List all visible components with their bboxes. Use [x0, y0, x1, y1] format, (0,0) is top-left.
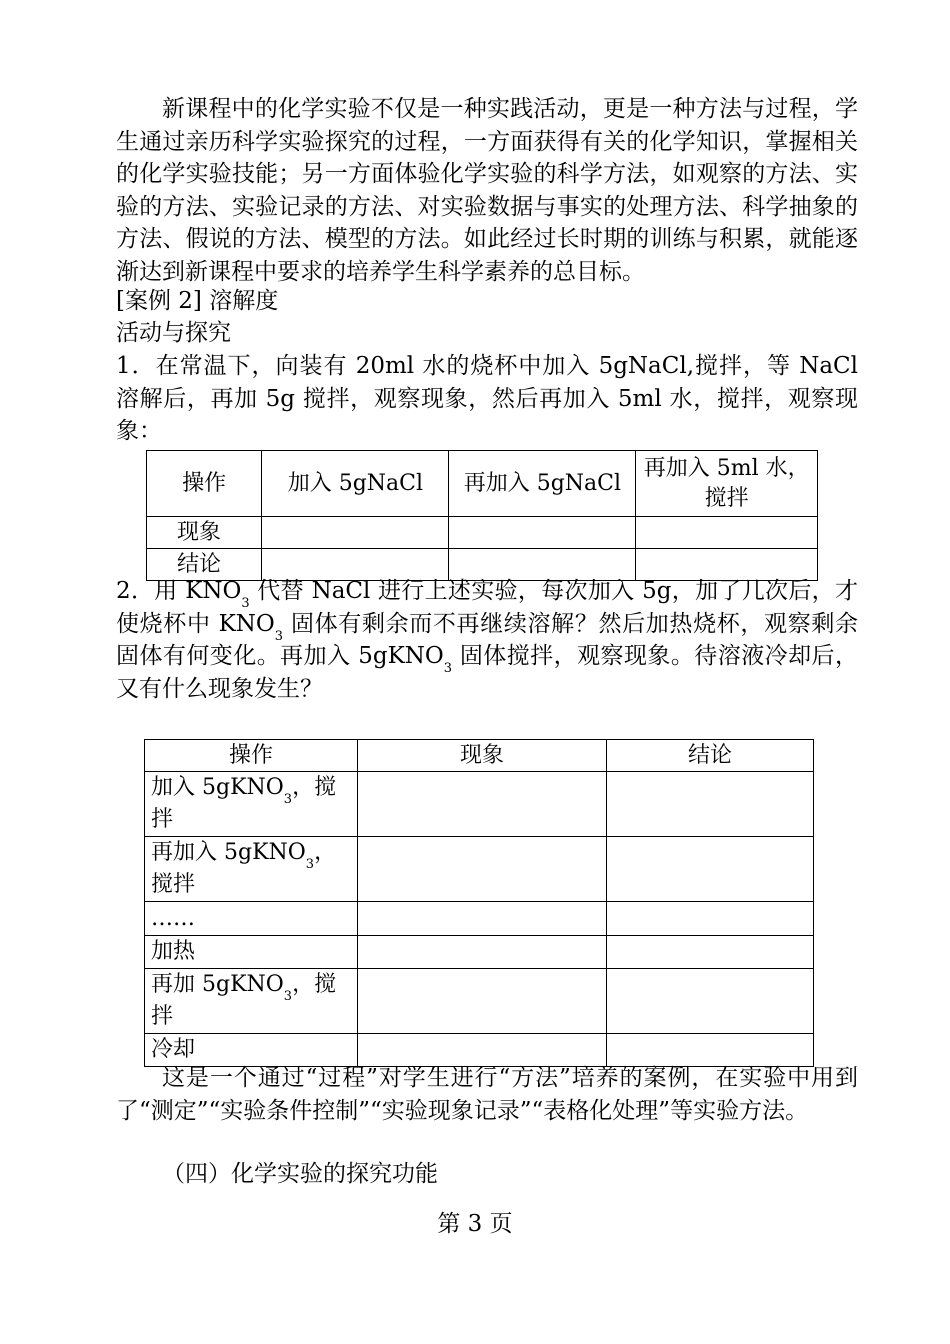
table1-header-cell: 加入 5gNaCl: [262, 451, 449, 517]
kno3-experiment-table: [144, 739, 814, 1067]
table1-cell: [636, 517, 818, 549]
table2-header-row: [145, 740, 814, 772]
question-1: 1．在常温下，向装有 20ml 水的烧杯中加入 5gNaCl,搅拌，等 NaCl 溶解后，再加 5g 搅拌，观察现象，然后再加入 5ml 水，搅拌，观察现象：: [116, 353, 858, 444]
closing-paragraph: 这是一个通过“过程”对学生进行“方法”培养的案例，在实验中用到了“测定”“实验条件控制”“实验现象记录”“表格化处理”等实验方法。: [116, 1065, 858, 1124]
table2-row: [145, 837, 814, 902]
page-number: 第 3 页: [437, 1211, 513, 1237]
table2-cell: [358, 902, 607, 936]
case-title: [案例 2] 溶解度: [116, 288, 279, 314]
q2-subscript: 3: [241, 596, 250, 611]
operation-text: ，搅拌: [151, 840, 337, 897]
question-2: [116, 575, 858, 705]
table1-row-label: 结论: [147, 549, 262, 581]
intro-paragraph: 新课程中的化学实验不仅是一种实践活动，更是一种方法与过程，学生通过亲历科学实验探究的过程，一方面获得有关的化学知识，掌握相关的化学实验技能；另一方面体验化学实验的科学方法，如观察的方法、实验的方法、实验记录的方法、对实验数据与事实的处理方法、科学抽象的方法、假说的方法、模型的方法。如此经过长时期的训练与积累，就能逐渐达到新课程中要求的培养学生科学素养的总目标。: [116, 96, 858, 285]
operation-text: 再加 5gKNO: [151, 972, 284, 997]
table2-cell: [607, 837, 814, 902]
operation-text: 再加入 5gKNO: [151, 840, 306, 865]
table2-operation-cell: ……: [145, 902, 358, 936]
table1-row: [147, 517, 818, 549]
table2-cell: [358, 772, 607, 837]
activity-title: 活动与探究: [116, 320, 231, 346]
operation-subscript: 3: [283, 792, 293, 807]
table2-row: [145, 969, 814, 1034]
table2-cell: [358, 936, 607, 969]
operation-text: 加入 5gKNO: [151, 775, 284, 800]
section-heading: （四）化学实验的探究功能: [162, 1161, 438, 1187]
q2-text: 2．用 KNO: [116, 578, 242, 604]
q2-text: 代替 NaCl 进行上述实验，每次加入 5g，加了几次后，才使烧杯中 KNO: [116, 578, 858, 637]
table2-row: [145, 772, 814, 837]
table2-row: [145, 936, 814, 969]
table1-cell: [262, 517, 449, 549]
table1-header-cell: 再加入 5gNaCl: [449, 451, 636, 517]
operation-subscript: 3: [305, 857, 315, 872]
operation-text: ，搅拌: [151, 775, 337, 832]
q2-text: 固体有剩余而不再继续溶解？然后加热烧杯，观察剩余固体有何变化。再加入 5gKNO: [116, 610, 859, 669]
table2-row: [145, 902, 814, 936]
q2-subscript: 3: [274, 628, 284, 644]
table2-cell: [607, 902, 814, 936]
q2-text: 固体搅拌，观察现象。待溶液冷却后，又有什么现象发生？: [116, 643, 859, 702]
table2-operation-cell: [145, 837, 358, 902]
table2-header-cell: 结论: [607, 740, 814, 772]
table2-cell: [358, 969, 607, 1034]
table2-cell: [607, 969, 814, 1034]
table2-header-cell: 操作: [145, 740, 358, 772]
table2-cell: [358, 837, 607, 902]
table2-operation-cell: 冷却: [145, 1034, 358, 1067]
operation-text: ，搅拌: [151, 972, 337, 1029]
operation-subscript: 3: [283, 989, 293, 1004]
table1-header-row: [147, 451, 818, 517]
table2-cell: [607, 772, 814, 837]
table2-operation-cell: 加热: [145, 936, 358, 969]
q2-subscript: 3: [443, 661, 453, 676]
table1-row-label: 现象: [147, 517, 262, 549]
table1-header-cell: 再加入 5ml 水，搅拌: [636, 451, 818, 517]
table2-operation-cell: [145, 772, 358, 837]
table2-cell: [607, 936, 814, 969]
naCl-experiment-table: [146, 450, 818, 581]
table2-operation-cell: [145, 969, 358, 1034]
table1-header-cell: 操作: [147, 451, 262, 517]
table1-cell: [449, 517, 636, 549]
table2-header-cell: 现象: [358, 740, 607, 772]
